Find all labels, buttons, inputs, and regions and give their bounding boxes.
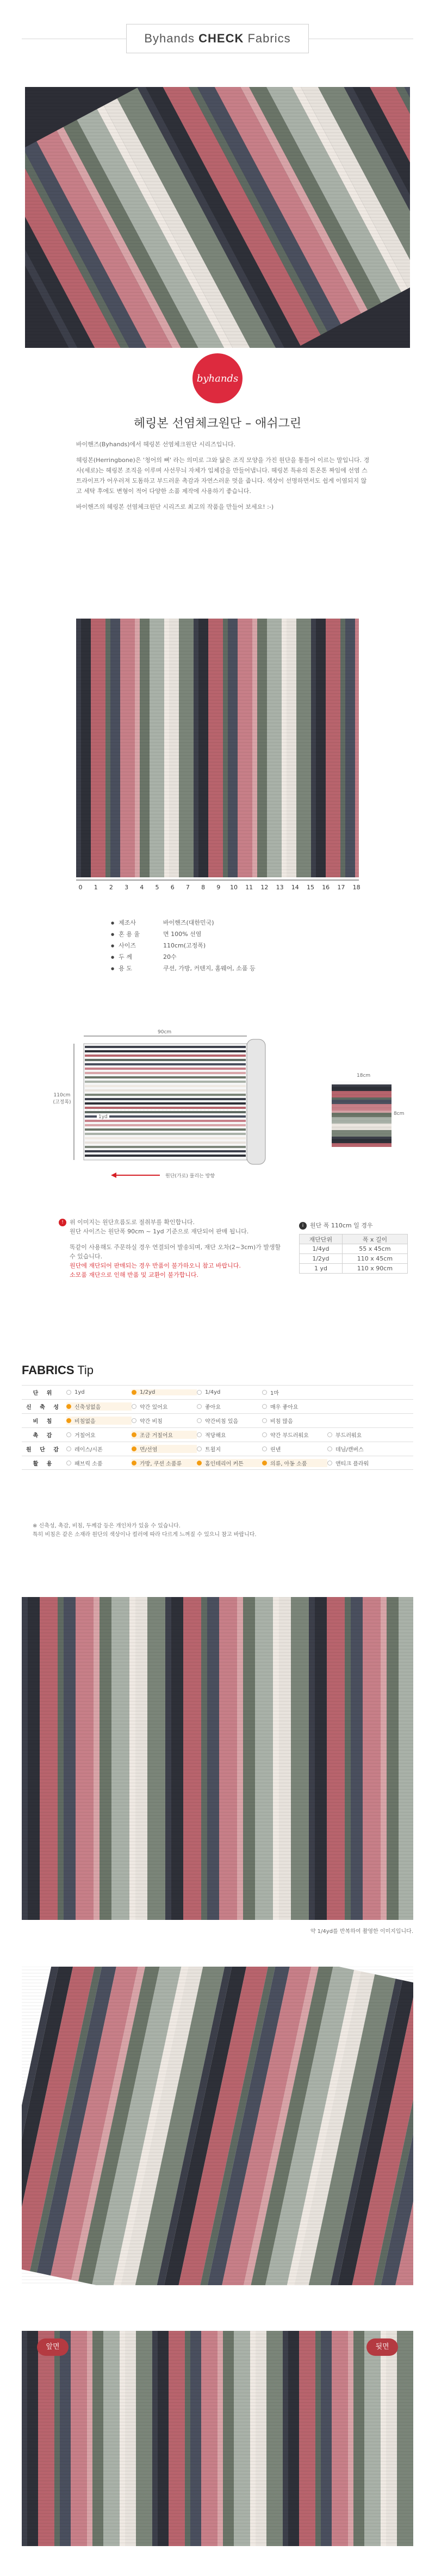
unchecked-dot-icon [262,1432,267,1437]
ruler-mark: 4 [140,884,144,891]
tip-row-label: 단 위 [33,1390,55,1396]
tip-option-label: 매우 좋아요 [270,1405,299,1411]
small-swatch [332,1082,391,1147]
cut-unit-label: 1yd [97,1114,109,1120]
tip-option [197,1402,262,1411]
fabric-stripe [345,1597,351,1920]
ruler-mark: 7 [185,884,190,891]
product-description [76,439,370,512]
tip-option [197,1431,262,1439]
photo-caption: 약 1/4yd를 반복하여 촬영한 이미지입니다. [310,1929,413,1935]
fabric-stripe [22,1597,28,1920]
tip-row [22,1427,413,1442]
unchecked-dot-icon [132,1418,136,1423]
fabric-stripe [135,619,140,877]
fabric-stripe [171,1597,183,1920]
ruler-mark: 9 [216,884,221,891]
tip-option-label: 의류, 아동 소품 [270,1461,307,1467]
fabric-stripe [237,1597,243,1920]
fabric-stripe [332,1100,391,1104]
tip-option-label: 데님/캔버스 [335,1447,364,1453]
ruler-mark: 17 [337,884,345,891]
bolt-stripe [85,1081,246,1083]
unchecked-dot-icon [197,1432,202,1437]
bolt-stripe [85,1059,246,1061]
ruler-mark: 14 [291,884,299,891]
cutting-note [59,1218,287,1236]
fabric-stripe [129,1597,135,1920]
back-face-badge: 뒷면 [366,2338,398,2356]
fabric-stripe [282,619,287,877]
checked-dot-icon [132,1446,136,1451]
fabric-stripe [76,1597,94,1920]
column-header: 폭 x 길이 [342,1234,407,1244]
fabric-stripe [296,619,311,877]
fabric-stripe [100,1597,111,1920]
small-swatch-stripes [332,1082,391,1147]
tip-option [197,1459,262,1467]
fabric-stripe [135,1597,147,1920]
fabric-stripe [363,1597,381,1920]
fabric-drape-photo [22,1967,413,2285]
checked-dot-icon [132,1461,136,1465]
bolt-stripe [85,1146,246,1148]
fabric-stripe [219,1597,237,1920]
header-title: Byhands CHECK Fabrics [144,32,291,45]
unchecked-dot-icon [197,1446,202,1451]
spec-row [111,928,328,939]
spec-row [111,916,328,928]
fabrics-tip-table [22,1385,413,1470]
unchecked-dot-icon [262,1418,267,1423]
swatch-stripes [76,619,359,877]
spec-key: ● 용 도 [111,964,163,972]
tip-option-label: 약간 있어요 [140,1405,168,1411]
table-row [300,1254,408,1264]
table-cell: 110 x 90cm [342,1264,407,1274]
fabric-stripe [40,1597,58,1920]
fabric-stripe [315,1597,327,1920]
unchecked-dot-icon [262,1446,267,1451]
bolt-stripe [85,1155,246,1157]
tip-option [262,1445,327,1453]
tip-option [327,1459,393,1467]
unchecked-dot-icon [66,1461,71,1465]
tip-option-label: 1마 [270,1390,279,1396]
spec-value: 20수 [163,953,177,960]
ruler-mark: 0 [78,884,83,891]
fabric-stripe [273,1597,279,1920]
bolt-stripe [85,1133,246,1135]
fabric-stripe [387,1597,399,1920]
fabric-stripe [194,619,198,877]
bolt-stripe [85,1137,246,1139]
tip-option-label: 앤티크 플라워 [335,1461,369,1467]
unchecked-dot-icon [327,1461,332,1465]
bolt-roll [247,1039,265,1164]
ruler-line [76,880,359,884]
fabric-stripe [345,619,355,877]
fabric-stripe [228,619,238,877]
ruler-mark: 1 [94,884,98,891]
fabric-stripe [316,619,326,877]
fabric-stripe [327,1597,345,1920]
note-line-warning: 소모품 재단으로 인해 반품 및 교환이 불가합니다. [70,1271,198,1278]
fabric-stripe [326,619,340,877]
fabric-stripe [332,1087,391,1091]
order-note [59,1243,287,1280]
fabric-stripe [201,1597,207,1920]
fabric-stripe [340,619,345,877]
tip-option-label: 1/4yd [205,1389,221,1395]
tip-option [132,1445,197,1453]
tip-option [327,1431,393,1439]
fabric-stripe [28,1597,40,1920]
small-swatch-width: 18cm [357,1073,371,1078]
unchecked-dot-icon [66,1432,71,1437]
ruler-mark: 11 [245,884,253,891]
fabric-stripe [267,619,282,877]
tip-option [132,1389,197,1395]
tip-note-line: ※ 신축성, 촉감, 비침, 두께감 등은 개인차가 있을 수 있습니다. [33,1523,181,1529]
tip-option-label: 트윌지 [205,1447,221,1453]
hero-fabric-illustration [25,87,410,348]
cut-size-grid [299,1234,408,1274]
tip-option-label: 1/2yd [140,1389,156,1395]
table-row [300,1264,408,1274]
table-cell: 1/2yd [300,1254,343,1264]
tip-option [66,1417,132,1425]
fabric-stripe [208,619,223,877]
unroll-direction-label: 원단(가로) 풀리는 방향 [165,1174,215,1179]
fabric-stripe [399,1597,413,1920]
spec-list [111,916,328,974]
fabric-stripe [198,619,208,877]
fabrics-tip-title: FABRICS Tip [22,1363,94,1377]
bolt-stripe [85,1055,246,1057]
fabric-stripe [291,1597,309,1920]
fabric-stripe [287,619,296,877]
fabric-stripe [183,1597,201,1920]
fabric-stripe [332,1117,391,1124]
bolt-stripe [85,1124,246,1126]
spec-key: ● 사이즈 [111,941,163,950]
unchecked-dot-icon [197,1390,202,1395]
tip-row [22,1456,413,1470]
fabric-stripe [164,619,169,877]
table-cell: 55 x 45cm [342,1244,407,1254]
tip-option-label: 거칠어요 [74,1433,96,1439]
fabric-stripe [111,1597,129,1920]
tip-option [132,1459,197,1467]
tip-row-label: 비 침 [33,1419,55,1425]
fabric-stripe [165,1597,171,1920]
tip-row-label: 활 용 [33,1461,55,1467]
tip-note-line: 특히 비침은 같은 소재라 원단의 색상이나 컬러에 따라 다르게 느껴질 수 있으니 참고 바랍니다. [33,1532,257,1538]
tip-option-label: 적당해요 [205,1433,226,1439]
unroll-arrow-head [111,1172,116,1178]
bolt-stripe [85,1094,246,1096]
unchecked-dot-icon [197,1404,202,1409]
fabric-stripe [355,619,359,877]
ruler-mark: 18 [352,884,361,891]
ruler-mark: 16 [322,884,330,891]
fabric-stripe [110,619,120,877]
fabric-stripe [91,619,105,877]
fabric-stripe [58,1597,64,1920]
tip-option-label: 조금 거칠어요 [140,1433,173,1439]
note-line: 똑같이 사용해도 주문하실 경우 연결되어 발송되며, 재단 오차(2~3cm)가 발생할 수 있습니다. [70,1244,281,1260]
fabric-stripe [207,1597,219,1920]
checked-dot-icon [197,1461,202,1465]
description-paragraph: 헤링본(Herringbone)은 '청어의 뼈' 라는 의미로 그와 닮은 조직 모양을 가진 원단을 통틀어 이르는 말입니다. 경사(세로)는 헤링본 조직을 이루며 사선무늬 자체가 입체감을 만들어냅니다. 헤링본 특유의 톤온톤 짜임에 선염 스트라이프가 어우러져 도톰하고 부드러운 촉감과 자연스러운 멋을 줍니다. 색상이 선명하면서도 쉽게 이염되지 않고 세탁 후에도 변형이 적어 다양한 소품 제작에 사용하기 좋습니다. [76,457,370,495]
fabric-stripe [169,619,179,877]
ruler-mark: 13 [276,884,284,891]
unchecked-dot-icon [66,1446,71,1451]
tip-option-label: 비침 많음 [270,1419,293,1425]
bolt-stripe [85,1063,246,1065]
tip-option-label: 가방, 쿠션 소품류 [140,1461,182,1467]
fabric-stripe [332,1126,391,1130]
fabric-stripe [332,1113,391,1117]
tip-option [66,1402,132,1411]
bolt-stripe [85,1111,246,1113]
fabric-stripe [309,1597,315,1920]
checked-dot-icon [262,1461,267,1465]
ruler-mark: 6 [170,884,175,891]
checked-dot-icon [66,1404,71,1409]
fabric-stripe [351,1597,363,1920]
checked-dot-icon [66,1418,71,1423]
tip-option [132,1402,197,1411]
bolt-stripe [85,1068,246,1070]
note-badge-icon: ! [59,1219,66,1226]
tip-row [22,1413,413,1427]
table-cell: 110 x 45cm [342,1254,407,1264]
fabric-stripe [105,619,110,877]
description-line: 바이핸즈(Byhands)에서 헤링본 선염체크원단 시리즈입니다. [76,441,236,448]
checked-dot-icon [132,1432,136,1437]
cutting-diagram-graphic [51,1028,296,1186]
spec-value: 쿠션, 가방, 커텐지, 홈웨어, 소품 등 [163,964,256,972]
fabric-stripe [140,619,150,877]
tip-option [262,1417,327,1425]
fabric-stripe [81,619,91,877]
small-swatch-height: 8cm [394,1111,405,1117]
bolt-stripe [85,1085,246,1087]
tip-option [262,1402,327,1411]
description-line: 바이핸즈의 헤링본 선염체크원단 시리즈로 최고의 작품을 만들어 보세요! :-) [76,503,274,510]
tip-option-label: 홈인테리어 커튼 [205,1461,244,1467]
tip-option [327,1445,393,1453]
tip-option-label: 약간비침 있음 [205,1419,239,1425]
fabrics-tip-note [33,1522,359,1539]
tip-option [66,1389,132,1395]
fabric-stripe [150,619,164,877]
fabric-stripe [238,619,252,877]
tip-option [66,1459,132,1467]
front-face-badge: 앞면 [37,2338,69,2356]
fabric-stripe [279,1597,291,1920]
bolt-stripe [85,1102,246,1105]
unchecked-dot-icon [262,1404,267,1409]
bolt-stripe [85,1120,246,1122]
fabric-swatch [76,619,359,877]
tip-option [197,1445,262,1453]
tip-option [262,1459,327,1467]
height-label: 110cm (고정폭) [53,1093,71,1105]
spec-key: ● 두 께 [111,952,163,961]
fabric-stripe [252,619,257,877]
tip-row-label: 신 축 성 [26,1405,62,1411]
note-line: 원단 사이즈는 원단폭 90cm ~ 1yd 기준으로 재단되어 판매 됩니다. [70,1228,249,1235]
spec-key: ● 혼 용 율 [111,930,163,938]
column-header: 재단단위 [300,1234,343,1244]
cutting-diagram [51,1028,296,1186]
description-spacer [76,450,370,455]
bolt-stripe [85,1089,246,1091]
fabric-stripe [332,1139,391,1143]
fabric-stripe [332,1104,391,1111]
note-line-warning: 원단에 재단되어 판매되는 경우 반품이 불가하오니 참고 바랍니다. [70,1262,241,1269]
unchecked-dot-icon [327,1446,332,1451]
tip-option [262,1388,327,1396]
checked-dot-icon [132,1390,136,1395]
tip-option-label: 패브릭 소품 [74,1461,103,1467]
spec-row [111,962,328,974]
hero-fabric-photo [25,87,410,348]
tip-row [22,1385,413,1399]
ruler [76,880,359,894]
tip-option-label: 면/선염 [140,1447,158,1453]
bolt-stripe [85,1142,246,1144]
spec-value: 면 100% 선염 [163,930,202,938]
tip-option-label: 약간 비침 [140,1419,163,1425]
product-title: 헤링본 선염체크원단 – 애쉬그린 [133,417,302,431]
tip-option-label: 약간 부드러워요 [270,1433,309,1439]
ruler-mark: 8 [201,884,206,891]
bolt-stripe [85,1107,246,1109]
tip-option-label: 비침없음 [74,1419,96,1425]
fabric-stripe [120,619,135,877]
unchecked-dot-icon [132,1404,136,1409]
tip-option-label: 1yd [74,1389,85,1395]
flat-photo-stripes [22,1597,413,1920]
tip-option [197,1417,262,1425]
fabric-stripe [223,619,228,877]
ruler-mark: 2 [109,884,113,891]
fabric-stripe [311,619,316,877]
unchecked-dot-icon [262,1390,267,1395]
bolt-stripe [85,1128,246,1131]
tip-option-label: 신축성없음 [74,1405,101,1411]
tip-option [66,1431,132,1439]
fabric-stripe [332,1091,391,1097]
bolt-stripe [85,1072,246,1074]
spec-value: 110cm(고정폭) [163,941,206,949]
section-header [126,24,309,53]
drape-photo-stripes [22,1967,413,2285]
fabric-stripe [381,1597,387,1920]
tip-row-label: 촉 감 [33,1433,55,1439]
unchecked-dot-icon [66,1390,71,1395]
fabric-stripe [332,1130,391,1137]
cut-size-table [299,1221,408,1274]
ruler-mark: 12 [260,884,269,891]
fabric-stripe [76,619,81,877]
fabric-front-back-photo [22,2331,413,2546]
spec-row [111,939,328,951]
tip-option-label: 린넨 [270,1447,281,1453]
fabric-stripe [94,1597,100,1920]
tip-option [66,1445,132,1453]
width-label: 90cm [158,1030,172,1035]
tip-option [132,1417,197,1425]
bolt-stripe [85,1046,246,1048]
fabric-stripe [64,1597,76,1920]
tip-row [22,1399,413,1413]
note-line: ! 위 이미지는 원단흐름도로 절취부를 확인합니다. [59,1218,287,1227]
tip-option [262,1431,327,1439]
spec-row [111,951,328,962]
spec-key: ● 제조사 [111,918,163,927]
ruler-mark: 15 [307,884,314,891]
tip-row [22,1442,413,1456]
tip-option-label: 좋아요 [205,1405,221,1411]
ruler-mark: 5 [155,884,159,891]
table-cell: 1/4yd [300,1244,343,1254]
info-badge-icon: i [299,1222,307,1230]
description-spacer [76,496,370,502]
bolt-stripe [85,1076,246,1078]
cut-size-title: i 원단 폭 110cm 일 경우 [299,1221,408,1230]
fabric-stripe [257,619,267,877]
unchecked-dot-icon [197,1418,202,1423]
front-back-stripes [22,2331,413,2546]
fabric-stripe [243,1597,255,1920]
ruler-mark: 3 [125,884,129,891]
bolt-stripe [85,1098,246,1100]
fabric-stripe [179,619,194,877]
tip-option-label: 부드러워요 [335,1433,362,1439]
fabric-stripe [255,1597,273,1920]
fabric-flat-photo [22,1597,413,1920]
bolt-stripe [85,1150,246,1152]
fabric-stripe [147,1597,165,1920]
spec-value: 바이핸즈(대한민국) [163,919,214,926]
table-cell: 1 yd [300,1264,343,1274]
tip-row-label: 원 단 감 [26,1447,62,1453]
bolt-stripe [85,1050,246,1052]
tip-option [132,1431,197,1439]
ruler-mark: 10 [230,884,238,891]
brand-logo: byhands [192,353,243,403]
tip-option-label: 레이스/시폰 [74,1447,103,1453]
table-row [300,1244,408,1254]
tip-option [197,1389,262,1395]
unchecked-dot-icon [327,1432,332,1437]
